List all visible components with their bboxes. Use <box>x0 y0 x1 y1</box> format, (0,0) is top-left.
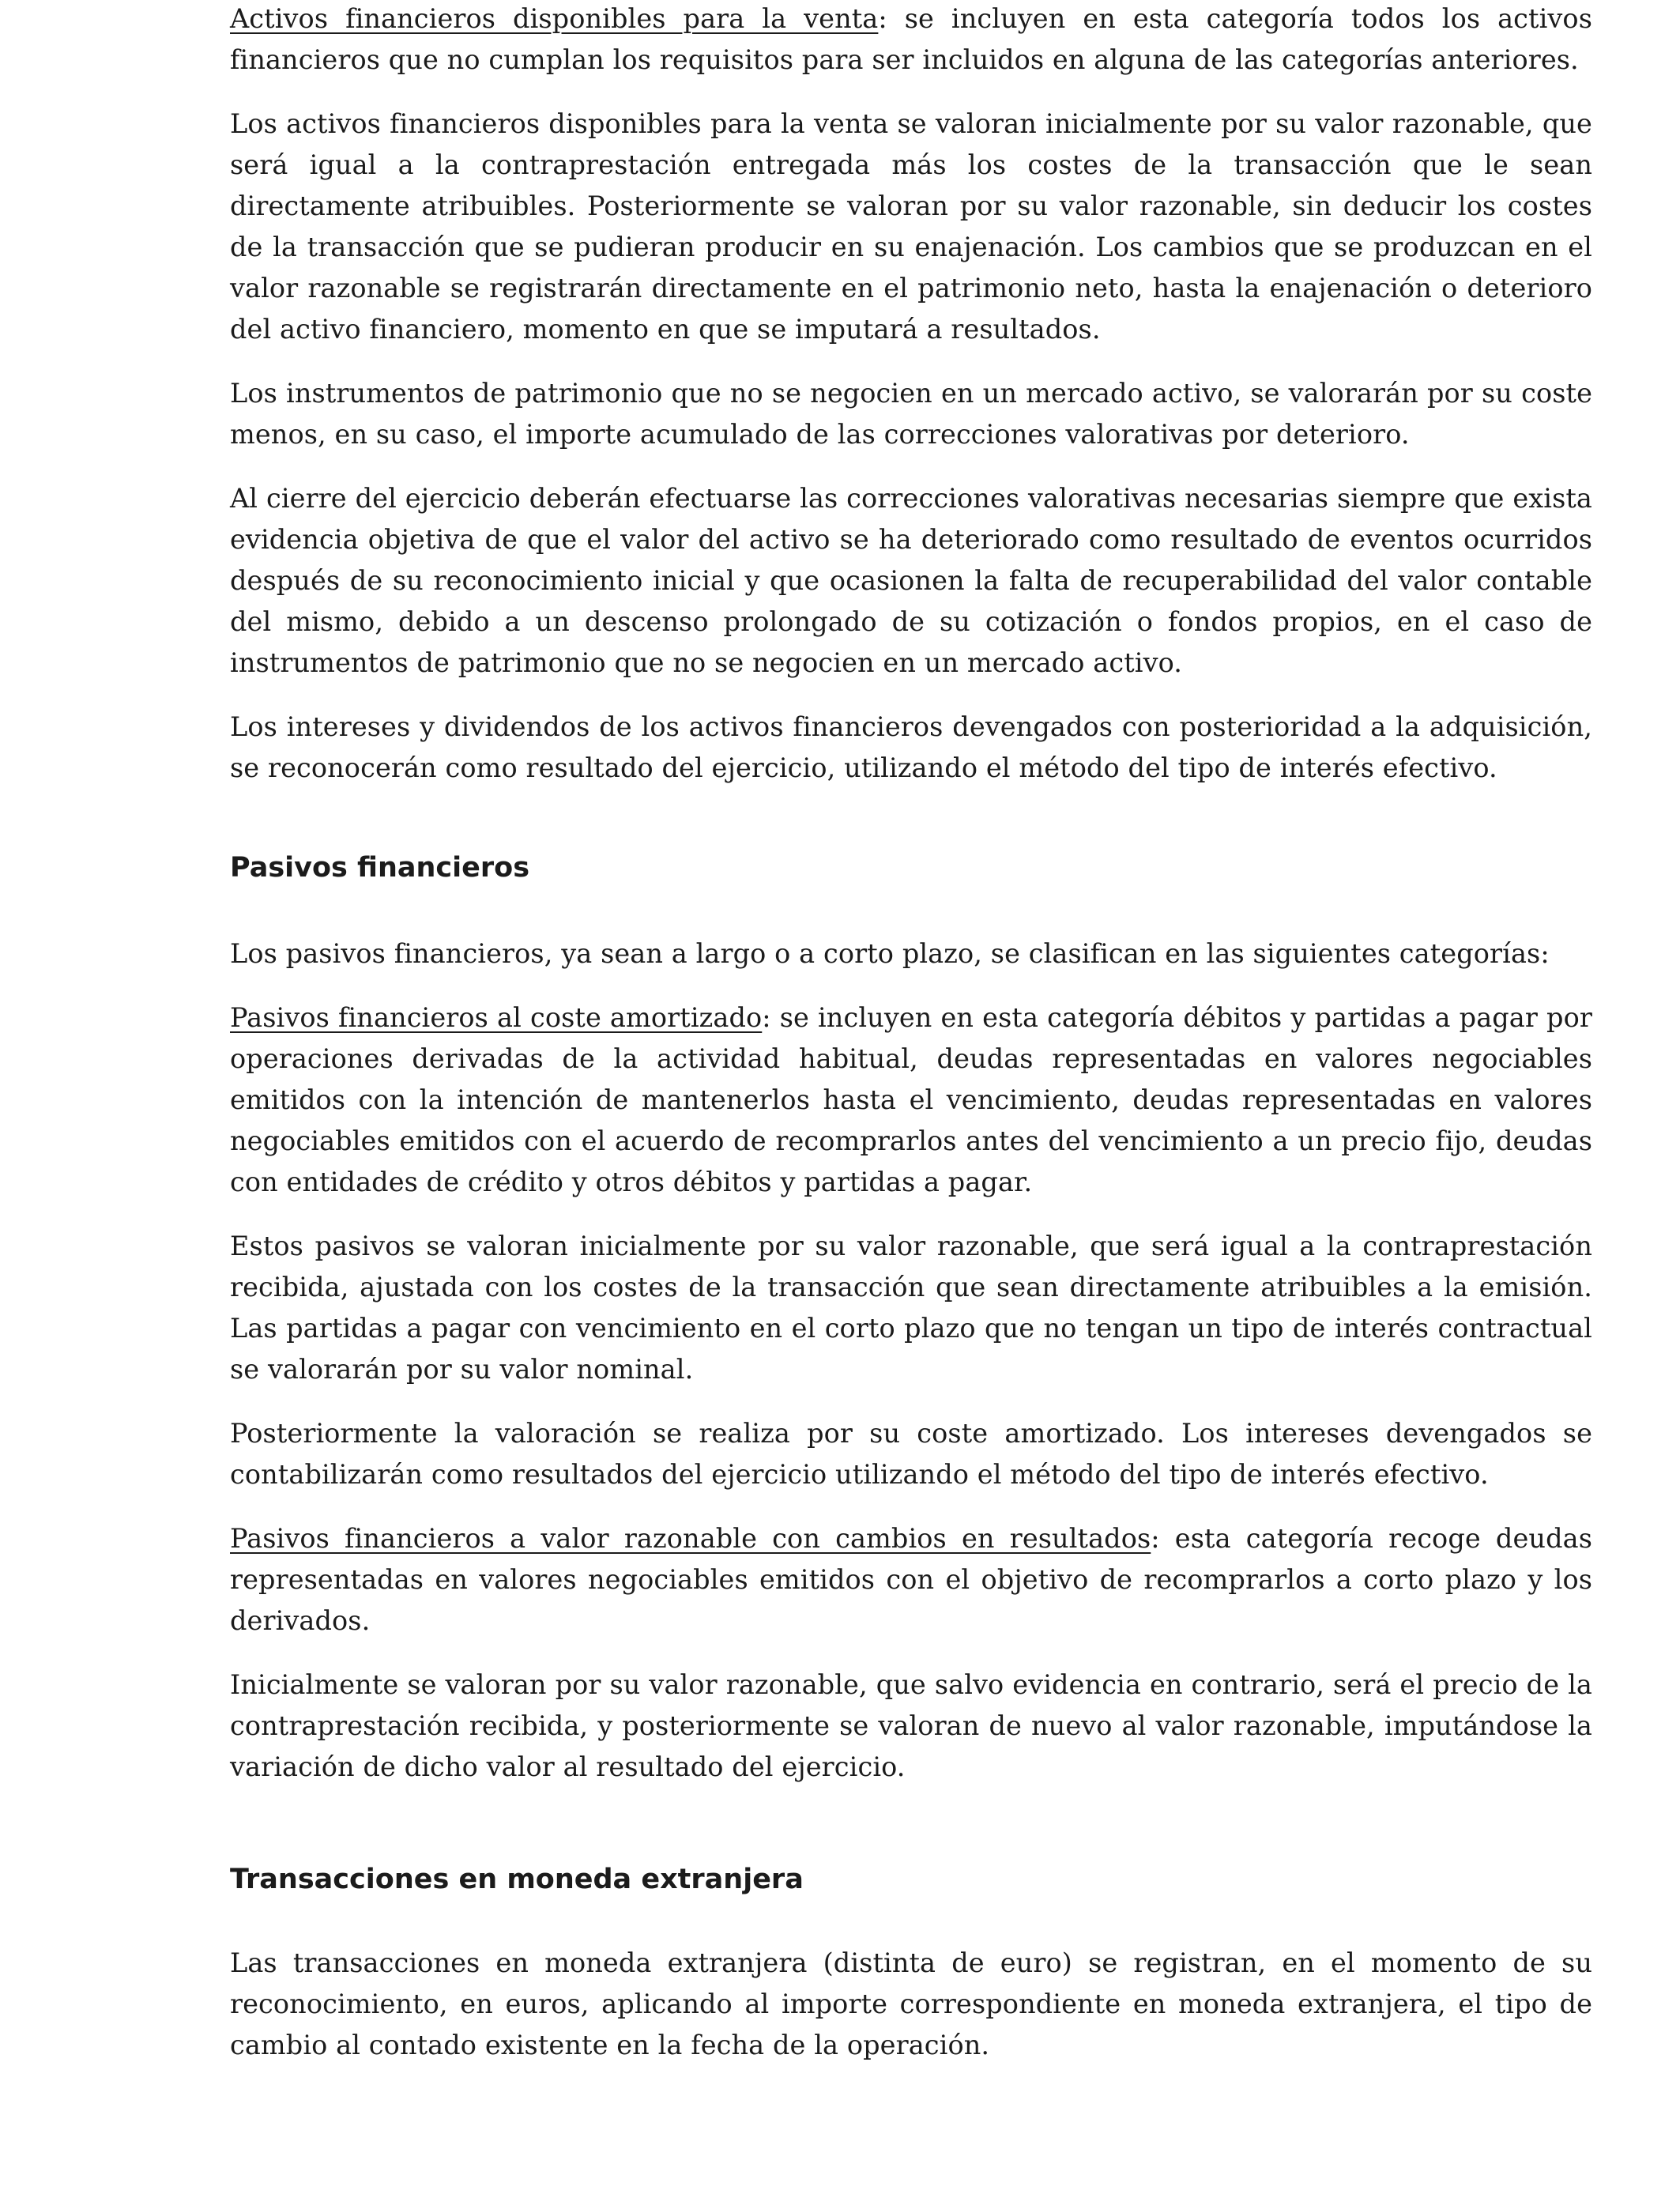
paragraph-pasivos-coste-amortizado <box>230 997 1592 1203</box>
term-pasivos-valor-razonable: Pasivos financieros a valor razonable con cambios en resultados <box>230 1523 1151 1554</box>
definition-text: : se incluyen en esta categoría todos los activos financieros que no cumplan los requisitos para ser incluidos en alguna de las categorías anteriores. <box>230 3 1592 75</box>
term-pasivos-coste-amortizado: Pasivos financieros al coste amortizado <box>230 1002 763 1033</box>
paragraph-moneda-extranjera: Las transacciones en moneda extranjera (distinta de euro) se registran, en el momento de su reconocimiento, en euros, aplicando al importe correspondiente en moneda extranjera, el tipo de cambio al contado existente en la fecha de la operación. <box>230 1947 1592 2060</box>
section-pasivos-body <box>230 933 1592 1811</box>
definition-text: : se incluyen en esta categoría débitos y partidas a pagar por operaciones derivadas de la actividad habitual, deudas representadas en valores negociables emitidos con la intención de mantenerlos hasta el vencimiento, deudas representadas en valores negociables emitidos con el acuerdo de recomprarlos antes del vencimiento a un precio fijo, deudas con entidades de crédito y otros débitos y partidas a pagar. <box>230 1002 1592 1197</box>
term-activos-disponibles: Activos financieros disponibles para la venta <box>230 3 879 34</box>
paragraph-correcciones-valorativas: Al cierre del ejercicio deberán efectuarse las correcciones valorativas necesarias siempre que exista evidencia objetiva de que el valor del activo se ha deteriorado como resultado de eventos ocurridos después de su reconocimiento inicial y que ocasionen la falta de recuperabilidad del valor contable del mismo, debido a un descenso prolongado de su cotización o fondos propios, en el caso de instrumentos de patrimonio que no se negocien en un mercado activo. <box>230 483 1592 678</box>
section-pasivos-financieros <box>230 847 1592 888</box>
paragraph-instrumentos-patrimonio: Los instrumentos de patrimonio que no se negocien en un mercado activo, se valorarán por su coste menos, en su caso, el importe acumulado de las correcciones valorativas por deterioro. <box>230 378 1592 450</box>
paragraph-pasivos-inicialmente: Inicialmente se valoran por su valor razonable, que salvo evidencia en contrario, será el precio de la contraprestación recibida, y posteriormente se valoran de nuevo al valor razonable, imputándose la variación de dicho valor al resultado del ejercicio. <box>230 1669 1592 1782</box>
paragraph-pasivos-valoracion-inicial: Estos pasivos se valoran inicialmente por su valor razonable, que será igual a la contraprestación recibida, ajustada con los costes de la transacción que sean directamente atribuibles a la emisión. Las partidas a pagar con vencimiento en el corto plazo que no tengan un tipo de interés contractual se valorarán por su valor nominal. <box>230 1231 1592 1385</box>
heading-pasivos-financieros: Pasivos financieros <box>230 852 530 884</box>
section-moneda-body <box>230 1943 1592 2089</box>
paragraph-pasivos-valor-razonable <box>230 1518 1592 1642</box>
section-activos-disponibles <box>230 0 1592 812</box>
paragraph-pasivos-intro: Los pasivos financieros, ya sean a largo o a corto plazo, se clasifican en las siguientes categorías: <box>230 938 1550 969</box>
paragraph-pasivos-valoracion-posterior: Posteriormente la valoración se realiza por su coste amortizado. Los intereses devengados se contabilizarán como resultados del ejercicio utilizando el método del tipo de interés efectivo. <box>230 1418 1592 1490</box>
paragraph-intereses-dividendos: Los intereses y dividendos de los activos financieros devengados con posterioridad a la adquisición, se reconocerán como resultado del ejercicio, utilizando el método del tipo de interés efectivo. <box>230 711 1592 783</box>
section-moneda-extranjera <box>230 1859 1592 1900</box>
heading-moneda-extranjera: Transacciones en moneda extranjera <box>230 1864 804 1895</box>
definition-text: : esta categoría recoge deudas representadas en valores negociables emitidos con el objetivo de recomprarlos a corto plazo y los derivados. <box>230 1523 1592 1636</box>
paragraph-valoracion-inicial: Los activos financieros disponibles para la venta se valoran inicialmente por su valor razonable, que será igual a la contraprestación entregada más los costes de la transacción que le sean directamente atribuibles. Posteriormente se valoran por su valor razonable, sin deducir los costes de la transacción que se pudieran producir en su enajenación. Los cambios que se produzcan en el valor razonable se registrarán directamente en el patrimonio neto, hasta la enajenación o deterioro del activo financiero, momento en que se imputará a resultados. <box>230 108 1592 345</box>
paragraph-activos-disponibles-definition <box>230 0 1592 81</box>
